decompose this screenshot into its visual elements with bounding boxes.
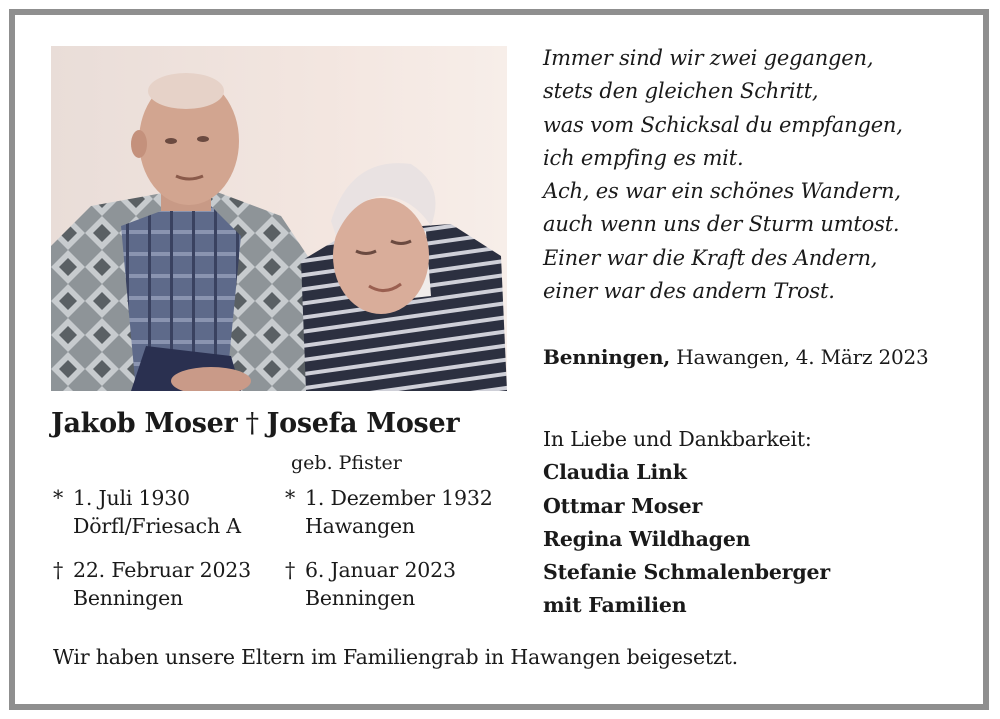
place-primary: Benningen, <box>543 345 671 369</box>
thanks-intro: In Liebe und Dankbarkeit: <box>543 427 812 451</box>
poem-line: einer war des andern Trost. <box>543 279 835 304</box>
mourner-name: Stefanie Schmalenberger <box>543 560 830 585</box>
poem-line: Immer sind wir zwei gegangen, <box>543 46 874 70</box>
poem-line: was vom Schicksal du empfangen, <box>543 112 903 137</box>
couple-photo <box>51 46 507 391</box>
place-date <box>543 345 929 369</box>
mourners-list <box>543 423 830 623</box>
poem <box>543 42 903 308</box>
birth-place: Dörfl/Friesach A <box>73 514 241 538</box>
mourner-name: Claudia Link <box>543 460 687 485</box>
death-place: Benningen <box>305 586 416 610</box>
birth-date: 1. Juli 1930 <box>73 486 190 510</box>
maiden-name: geb. Pfister <box>291 452 402 474</box>
poem-line: auch wenn uns der Sturm umtost. <box>543 212 900 237</box>
name-josefa: Josefa Moser <box>266 408 460 439</box>
death-date: 6. Januar 2023 <box>305 558 456 582</box>
josefa-birth <box>285 484 493 540</box>
jakob-death <box>53 556 251 612</box>
birth-date: 1. Dezember 1932 <box>305 486 493 510</box>
mourner-name: Ottmar Moser <box>543 493 703 518</box>
name-jakob: Jakob Moser <box>51 408 238 439</box>
josefa-death <box>285 556 456 612</box>
death-place: Benningen <box>73 586 184 610</box>
birth-symbol: * <box>53 486 64 510</box>
mourner-name: Regina Wildhagen <box>543 526 751 551</box>
place-rest: Hawangen, 4. März 2023 <box>670 345 929 369</box>
cross-symbol: † <box>245 408 259 439</box>
birth-place: Hawangen <box>305 514 415 538</box>
mourner-name: mit Familien <box>543 593 687 618</box>
poem-line: stets den gleichen Schritt, <box>543 79 819 104</box>
burial-note: Wir haben unsere Eltern im Familiengrab in Hawangen beigesetzt. <box>53 645 738 669</box>
birth-symbol: * <box>285 486 296 510</box>
poem-line: ich empfing es mit. <box>543 145 744 170</box>
death-date: 22. Februar 2023 <box>73 558 251 582</box>
jakob-birth <box>53 484 241 540</box>
poem-line: Ach, es war ein schönes Wandern, <box>543 179 901 204</box>
deceased-names <box>51 408 459 439</box>
death-symbol: † <box>53 558 64 582</box>
poem-line: Einer war die Kraft des Andern, <box>543 245 878 270</box>
death-symbol: † <box>285 558 296 582</box>
